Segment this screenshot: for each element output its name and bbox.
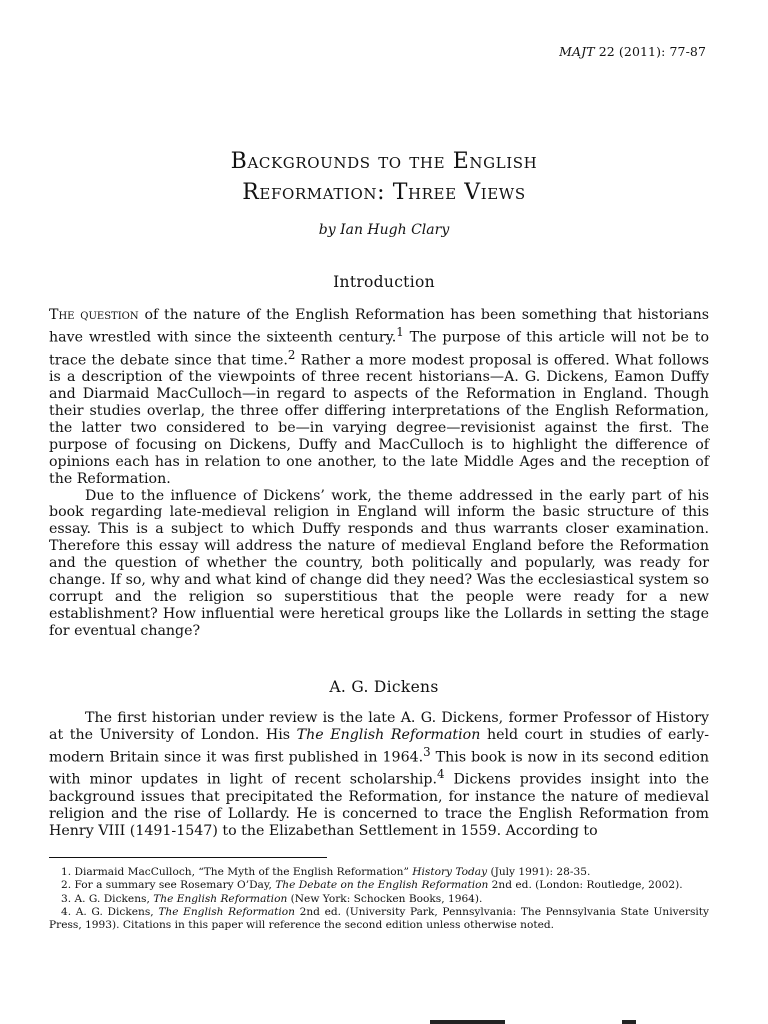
footnote-1: 1. Diarmaid MacCulloch, “The Myth of the English Reformation” History Today (July 1991): 28-35. xyxy=(61,866,591,878)
footnote-ref-2[interactable]: 2 xyxy=(287,347,296,362)
article-title-line-1: Backgrounds to the English xyxy=(230,149,538,174)
section-heading-dickens: A. G. Dickens xyxy=(329,678,439,696)
footnote-ref-3[interactable]: 3 xyxy=(423,744,431,759)
article-title xyxy=(0,146,768,208)
journal-citation xyxy=(559,44,706,59)
footnote-ref-4[interactable]: 4 xyxy=(437,767,445,782)
next-page-edge xyxy=(0,1016,768,1024)
footnote-divider xyxy=(49,857,327,858)
introduction-paragraph-1: The question of the nature of the English Reformation has been something that historians have wrestled with since the sixteenth century.$^1$ The purpose of this article will not be to trace the debate since that time.$^2$ Rather a more modest proposal is offered. What follows is a description of the viewpoints of three recent historians—A. G. Dickens, Eamon Duffy and Diarmaid MacCulloch—in regard to aspects of the Reformation in England. Though their studies overlap, the three offer differing interpretations of the English Reformation, the latter two considered to be—in varying degree—revisionist against the first. The purpose of focusing on Dickens, Duffy and MacCulloch is to highlight the difference of opinions each has in relation to one another, to the late Middle Ages and the reception of the Reformation. xyxy=(49,307,710,487)
footnote-3: 3. A. G. Dickens, The English Reformation (New York: Schocken Books, 1964). xyxy=(61,892,483,905)
journal-volume-pages: 22 (2011): 77-87 xyxy=(598,44,706,59)
footnote-2: 2. For a summary see Rosemary O’Day, The Debate on the English Reformation 2nd ed. (London: Routledge, 2002). xyxy=(61,879,683,892)
article-title-line-2: Reformation: Three Views xyxy=(242,180,526,205)
page-edge-mark xyxy=(622,1020,636,1024)
journal-abbreviation: MAJT xyxy=(559,44,595,59)
introduction-paragraph-2: Due to the influence of Dickens’ work, the theme addressed in the early part of his book regarding late-medieval religion in England will inform the basic structure of this essay. This is a subject to which Duffy responds and thus warrants closer examination. Therefore this essay will address the nature of medieval England before the Reformation and the question of whether the country, both politically and popularly, was ready for change. If so, why and what kind of change did they need? Was the ecclesiastical system so corrupt and the religion so superstitious that the people were ready for a new establishment? How influential were heretical groups like the Lollards in setting the stage for eventual change? xyxy=(49,487,709,639)
footnote-ref-1[interactable]: 1 xyxy=(396,324,404,339)
opening-words: The question xyxy=(49,307,139,323)
footnotes xyxy=(49,866,709,932)
author-byline: by Ian Hugh Clary xyxy=(318,222,450,238)
dickens-paragraph-1: The first historian under review is the late A. G. Dickens, former Professor of History at the University of London. His The English Reformation held court in studies of early-modern Britain since it was first published in 1964.$^3$ This book is now in its second edition with minor updates in light of recent scholarship.$^4$ Dickens provides insight into the background issues that precipitated the Reformation, for instance the nature of medieval religion and the rise of Lollardy. He is concerned to trace the English Reformation from Henry VIII (1491-1547) to the Elizabethan Settlement in 1559. According to xyxy=(49,710,710,839)
page-edge-mark xyxy=(430,1020,505,1024)
book-title: The English Reformation xyxy=(296,726,481,743)
section-heading-introduction: Introduction xyxy=(333,273,435,291)
footnote-4: 4. A. G. Dickens, The English Reformation 2nd ed. (University Park, Pennsylvania: The Pennsylvania State University Press, 1993). Citations in this paper will reference the second edition unless otherwise noted. xyxy=(49,905,710,932)
introduction-body xyxy=(49,307,709,640)
dickens-body xyxy=(49,710,709,840)
